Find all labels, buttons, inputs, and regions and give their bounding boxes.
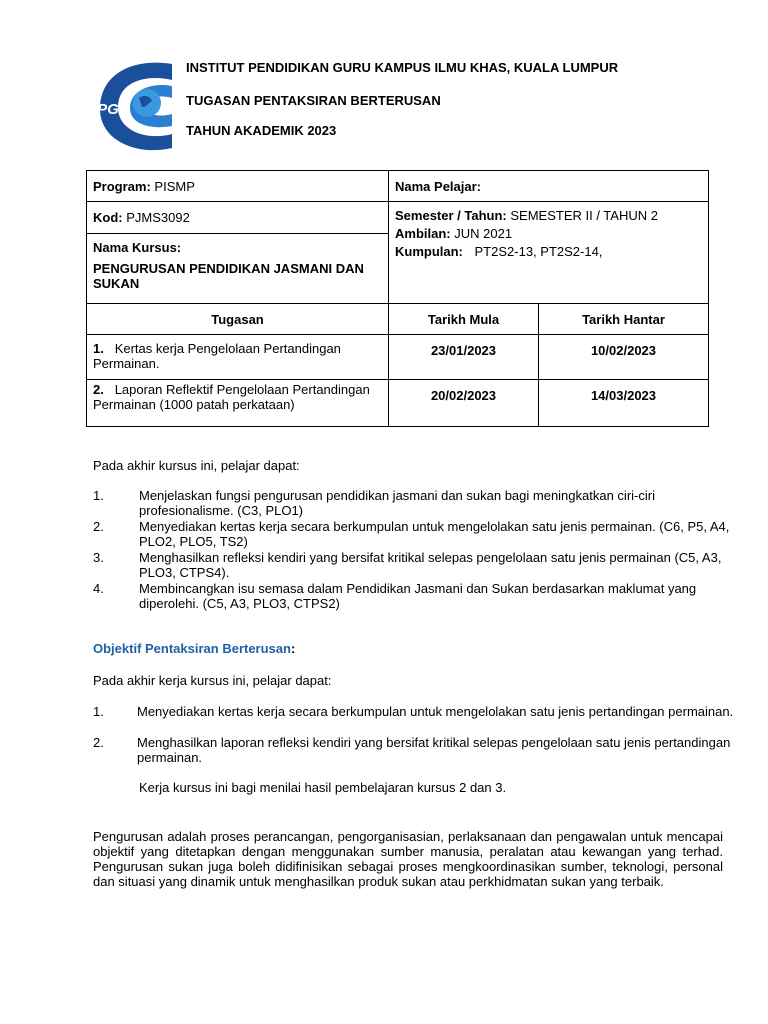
list-number: 2.: [93, 519, 104, 534]
task-due-date: 10/02/2023: [539, 335, 709, 380]
group-label: Kumpulan:: [395, 244, 463, 259]
task-description-cell: [87, 335, 389, 380]
institute-name: INSTITUT PENDIDIKAN GURU KAMPUS ILMU KHAS, KUALA LUMPUR: [186, 60, 619, 75]
column-header-task: Tugasan: [87, 304, 389, 335]
task-start-date: 20/02/2023: [389, 380, 539, 427]
semester-label: Semester / Tahun:: [395, 208, 507, 223]
list-number: 4.: [93, 581, 104, 596]
objectives-intro: Pada akhir kerja kursus ini, pelajar dapat:: [93, 673, 332, 688]
body-paragraph: Pengurusan adalah proses perancangan, pengorganisasian, perlaksanaan dan pengawalan untuk mencapai objektif yang ditetapkan dengan menggunakan sumber manusia, peralatan atau kewangan yang terhad. Pengurusan sukan juga boleh didifinisikan sebagai proses mengkoordinasikan sumber, teknologi, personal dan situasi yang dinamik untuk menghasilkan produk sukan atau perkhidmatan sukan yang terbaik.: [93, 829, 723, 889]
task-due-date: 14/03/2023: [539, 380, 709, 427]
task-description-cell: [87, 380, 389, 427]
task-number: 1.: [93, 341, 104, 356]
table-row: [87, 335, 709, 380]
semester-value: SEMESTER II / TAHUN 2: [510, 208, 658, 223]
task-description: Laporan Reflektif Pengelolaan Pertandingan Permainan (1000 patah perkataan): [93, 382, 370, 412]
list-text: Menyediakan kertas kerja secara berkumpulan untuk mengelolakan satu jenis permainan. (C6, P5, A4, PLO2, PLO5, TS2): [139, 519, 730, 549]
code-value: PJMS3092: [126, 210, 190, 225]
outcomes-intro: Pada akhir kursus ini, pelajar dapat:: [93, 458, 300, 473]
program-cell: [87, 171, 389, 202]
list-number: 1.: [93, 704, 104, 719]
list-text: Menjelaskan fungsi pengurusan pendidikan jasmani dan sukan bagi meningkatkan ciri-ciri profesionalisme. (C3, PLO1): [139, 488, 655, 518]
program-value: PISMP: [154, 178, 195, 194]
list-number: 1.: [93, 488, 104, 503]
student-name-cell: [389, 171, 709, 202]
assessment-title: TUGASAN PENTAKSIRAN BERTERUSAN: [186, 93, 441, 108]
table-row: [87, 171, 709, 202]
task-number: 2.: [93, 382, 104, 397]
list-text: Membincangkan isu semasa dalam Pendidikan Jasmani dan Sukan berdasarkan maklumat yang diperolehi. (C5, A3, PLO3, CTPS2): [139, 581, 697, 611]
program-label: Program:: [93, 178, 151, 194]
objectives-heading-text: Objektif Pentaksiran Berterusan: [93, 641, 291, 656]
column-header-due-date: Tarikh Hantar: [539, 304, 709, 335]
course-name-value: PENGURUSAN PENDIDIKAN JASMANI DAN SUKAN: [93, 261, 364, 291]
list-text: Menghasilkan laporan refleksi kendiri yang bersifat kritikal selepas pengelolaan satu jenis pertandingan permainan.: [137, 735, 731, 765]
course-name-cell: [87, 234, 389, 304]
list-number: 2.: [93, 735, 104, 750]
task-start-date: 23/01/2023: [389, 335, 539, 380]
task-description: Kertas kerja Pengelolaan Pertandingan Permainan.: [93, 341, 341, 371]
student-name-label: Nama Pelajar:: [395, 178, 481, 194]
code-cell: [87, 202, 389, 234]
intake-value: JUN 2021: [454, 226, 513, 241]
course-name-label: Nama Kursus:: [93, 240, 182, 255]
column-header-start-date: Tarikh Mula: [389, 304, 539, 335]
list-number: 3.: [93, 550, 104, 565]
intake-label: Ambilan:: [395, 226, 451, 241]
code-label: Kod:: [93, 210, 123, 225]
list-text: Menyediakan kertas kerja secara berkumpulan untuk mengelolakan satu jenis pertandingan permainan.: [137, 704, 734, 719]
table-header-row: [87, 304, 709, 335]
semester-cell: [389, 202, 709, 304]
objectives-note: Kerja kursus ini bagi menilai hasil pembelajaran kursus 2 dan 3.: [139, 780, 507, 795]
svg-text:iPG: iPG: [93, 101, 119, 118]
group-value: PT2S2-13, PT2S2-14,: [474, 244, 603, 259]
list-text: Menghasilkan refleksi kendiri yang bersifat kritikal selepas pengelolaan satu jenis permainan (C5, A3, PLO3, CTPS4).: [139, 550, 722, 580]
table-row: [87, 202, 709, 234]
table-row: [87, 380, 709, 427]
course-info-table: [86, 170, 709, 427]
objectives-heading-colon: :: [290, 641, 296, 656]
ipg-logo-icon: [92, 56, 182, 156]
ipg-logo: [92, 56, 182, 156]
objectives-heading: [93, 641, 295, 656]
academic-year: TAHUN AKADEMIK 2023: [186, 123, 337, 138]
